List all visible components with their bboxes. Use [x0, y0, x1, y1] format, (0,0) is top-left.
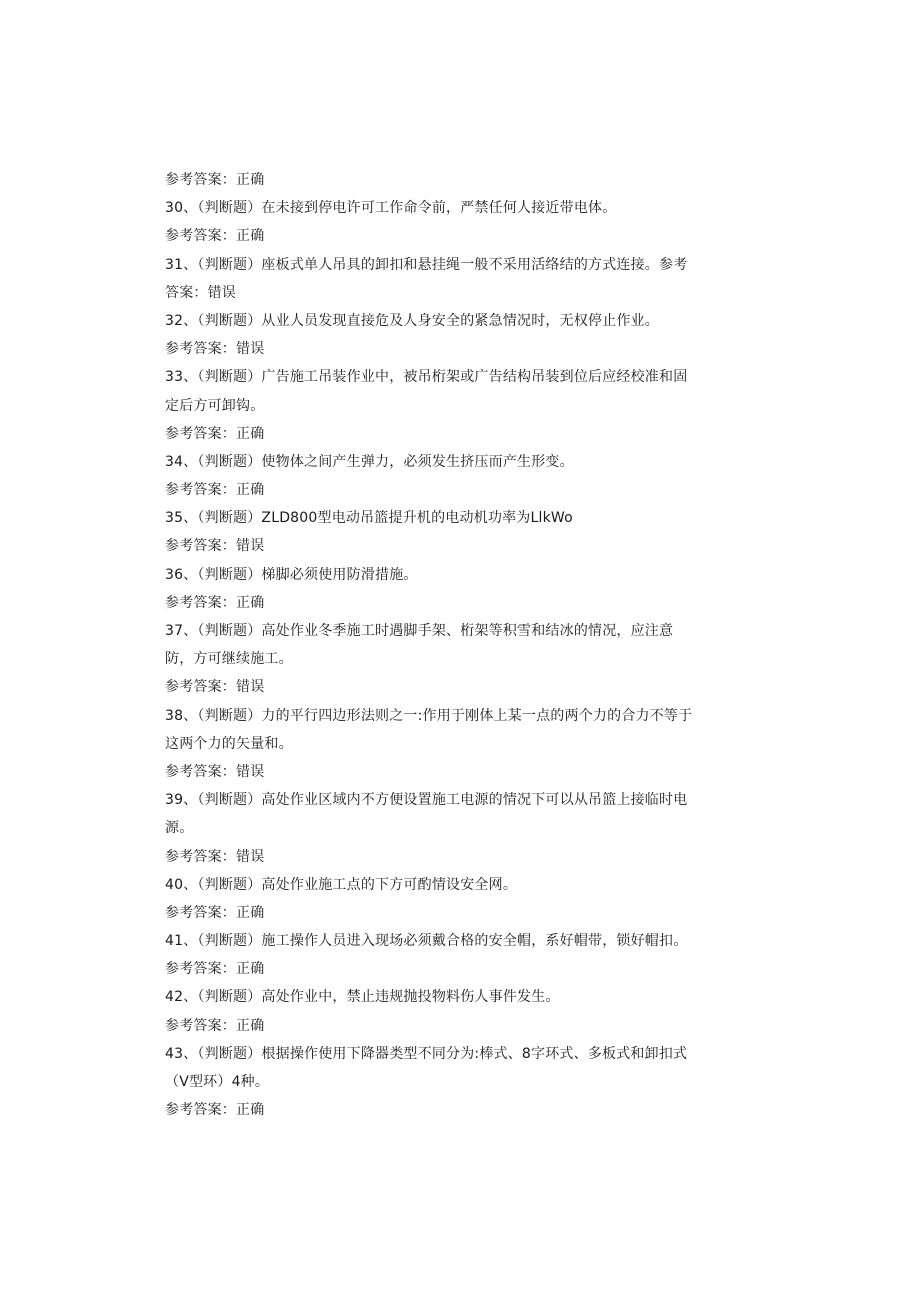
question-line-continued: 这两个力的矢量和。 — [165, 735, 293, 752]
question-line: 37、（判断题）高处作业冬季施工时遇脚手架、桁架等积雪和结冰的情况，应注意 — [165, 623, 674, 639]
answer-line: 参考答案：错误 — [165, 679, 265, 696]
question-line: 43、（判断题）根据操作使用下降器类型不同分为:棒式、8字环式、多板式和卸扣式 — [165, 1045, 688, 1062]
answer-line: 参考答案：错误 — [165, 538, 265, 555]
question-line: 42、（判断题）高处作业中，禁止违规抛投物料伤人事件发生。 — [165, 989, 560, 1006]
question-line: 39、（判断题）高处作业区域内不方便设置施工电源的情况下可以从吊篮上接临时电 — [165, 792, 688, 809]
question-line: 30、（判断题）在未接到停电许可工作命令前，严禁任何人接近带电体。 — [165, 200, 617, 217]
question-line: 34、（判断题）使物体之间产生弹力，必须发生挤压而产生形变。 — [165, 453, 574, 470]
answer-line: 参考答案：正确 — [165, 228, 265, 245]
question-line: 36、（判断题）梯脚必须使用防滑措施。 — [165, 566, 418, 583]
question-line-continued: 答案：错误 — [165, 284, 236, 301]
answer-line: 参考答案：正确 — [165, 172, 265, 188]
question-line-continued: 防，方可继续施工。 — [165, 651, 293, 668]
document-body — [165, 166, 755, 1124]
answer-line: 参考答案：错误 — [165, 341, 265, 358]
question-line-continued: （V型环）4种。 — [165, 1074, 270, 1090]
question-line: 40、（判断题）高处作业施工点的下方可酌情设安全网。 — [165, 876, 518, 893]
answer-line: 参考答案：正确 — [165, 425, 265, 442]
question-line: 31、（判断题）座板式单人吊具的卸扣和悬挂绳一般不采用活络结的方式连接。参考 — [165, 256, 688, 273]
answer-line: 参考答案：正确 — [165, 1017, 265, 1034]
question-line: 33、（判断题）广告施工吊装作业中，被吊桁架或广告结构吊装到位后应经校准和固 — [165, 369, 688, 386]
question-line: 35、（判断题）ZLD800型电动吊篮提升机的电动机功率为LlkWo — [165, 510, 573, 527]
question-line: 38、（判断题）力的平行四边形法则之一:作用于刚体上某一点的两个力的合力不等于 — [165, 707, 693, 724]
answer-line: 参考答案：正确 — [165, 594, 265, 611]
question-line: 41、（判断题）施工操作人员进入现场必须戴合格的安全帽，系好帽带，锁好帽扣。 — [165, 933, 688, 950]
answer-line: 参考答案：错误 — [165, 763, 265, 780]
answer-line: 参考答案：正确 — [165, 961, 265, 978]
question-line-continued: 定后方可卸钩。 — [165, 397, 265, 414]
answer-line: 参考答案：正确 — [165, 1102, 265, 1119]
question-line: 32、（判断题）从业人员发现直接危及人身安全的紧急情况时，无权停止作业。 — [165, 312, 660, 329]
answer-line: 参考答案：错误 — [165, 848, 265, 865]
answer-line: 参考答案：正确 — [165, 482, 265, 499]
question-line-continued: 源。 — [165, 820, 194, 837]
answer-line: 参考答案：正确 — [165, 904, 265, 921]
